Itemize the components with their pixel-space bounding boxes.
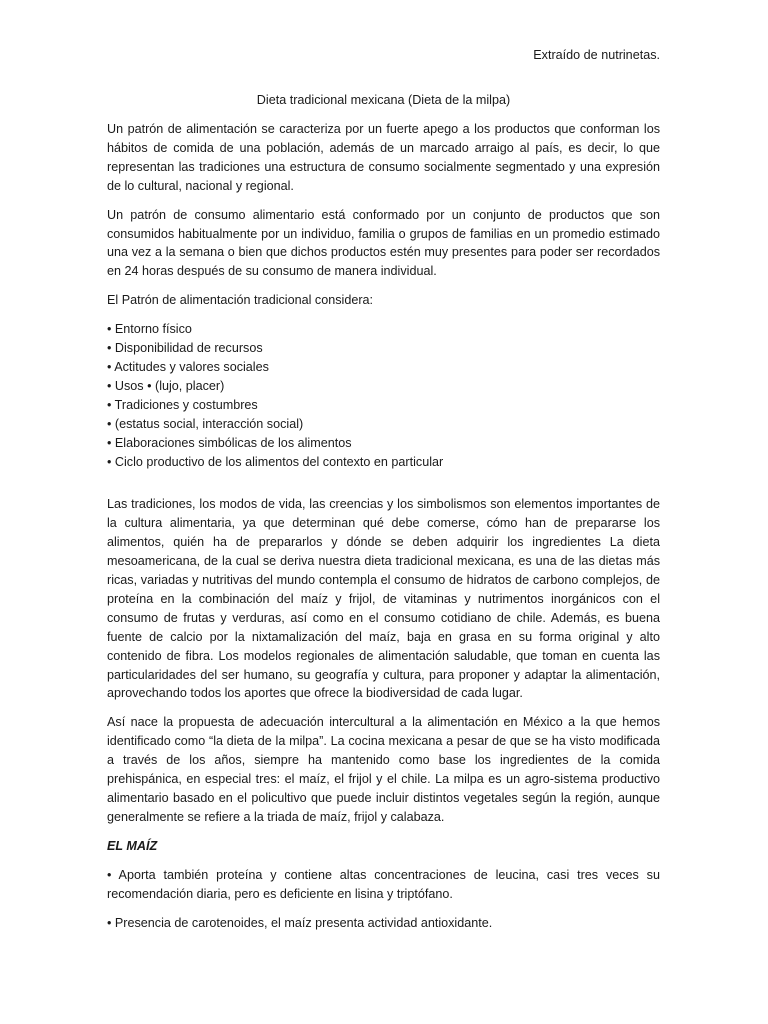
list-item: • (estatus social, interacción social) [107,416,304,431]
source-note: Extraído de nutrinetas. [533,48,660,62]
list-item: • Tradiciones y costumbres [107,397,258,412]
paragraph-milpa: Así nace la propuesta de adecuación intercultural a la alimentación en México a la que hemos identificado como “la dieta de la milpa”. La cocina mexicana a pesar de que se ha visto modificada a través de los años, siempre ha mantenido como base los ingredientes de la comida prehispánica, en especial tres: el maíz, el frijol y el chile. La milpa es un agro-sistema productivo alimentario basado en el policultivo que puede incluir distintos vegetales según la región, aunque generalmente se refiere a la triada de maíz, frijol y calabaza. [107,715,660,824]
list-item: • Actitudes y valores sociales [107,359,269,374]
paragraph-consumption-pattern: Un patrón de consumo alimentario está conformado por un conjunto de productos que son consumidos habitualmente por un individuo, familia o grupos de familias en un promedio estimado una vez a la semana o bien que dichos productos estén muy presentes para poder ser recordados en 24 horas después de su consumo de manera individual. [107,207,660,279]
list-item: • Usos • (lujo, placer) [107,378,225,393]
paragraph-intro: Un patrón de alimentación se caracteriza por un fuerte apego a los productos que conforman los hábitos de comida de una población, además de un marcado arraigo al país, es decir, lo que representan las tradiciones una estructura de consumo socialmente segmentado y una expresión de lo cultural, nacional y regional. [107,122,660,193]
list-item: • Disponibilidad de recursos [107,341,263,356]
list-item: • Elaboraciones simbólicas de los alimentos [107,435,352,450]
factors-list [107,320,660,471]
maiz-point: • Aporta también proteína y contiene altas concentraciones de leucina, casi tres veces su recomendación diaria, pero es deficiente en lisina y triptófano. [107,867,660,901]
list-item: • Ciclo productivo de los alimentos del contexto en particular [107,454,444,469]
maiz-point: • Presencia de carotenoides, el maíz presenta actividad antioxidante. [107,915,493,930]
section-heading-maiz: EL MAÍZ [107,838,158,853]
paragraph-traditions: Las tradiciones, los modos de vida, las creencias y los simbolismos son elementos importantes de la cultura alimentaria, ya que determinan qué debe comerse, cómo han de prepararse los alimentos, quién ha de prepararlos y dónde se deben adquirir los ingredientes La dieta mesoamericana, de la cual se deriva nuestra dieta tradicional mexicana, es una de las dietas más ricas, variadas y nutritivas del mundo contempla el consumo de hidratos de carbono complejos, de proteína en la combinación del maíz y frijol, de vitaminas y nutrimentos inorgánicos con el consumo de frutas y verduras, así como en el consumo cotidiano de chile. Además, es buena fuente de calcio por la nixtamalización del maíz, baja en grasa en su forma original y alto contenido de fibra. Los modelos regionales de alimentación saludable, que toman en cuenta las particularidades del ser humano, su geografía y cultura, para proponer y adaptar la alimentación, aprovechando todos los aportes que ofrece la biodiversidad de cada lugar. [107,497,660,701]
document-body [107,120,660,942]
document-title: Dieta tradicional mexicana (Dieta de la milpa) [256,93,511,107]
list-item: • Entorno físico [107,322,192,337]
paragraph-list-intro: El Patrón de alimentación tradicional considera: [107,293,374,308]
